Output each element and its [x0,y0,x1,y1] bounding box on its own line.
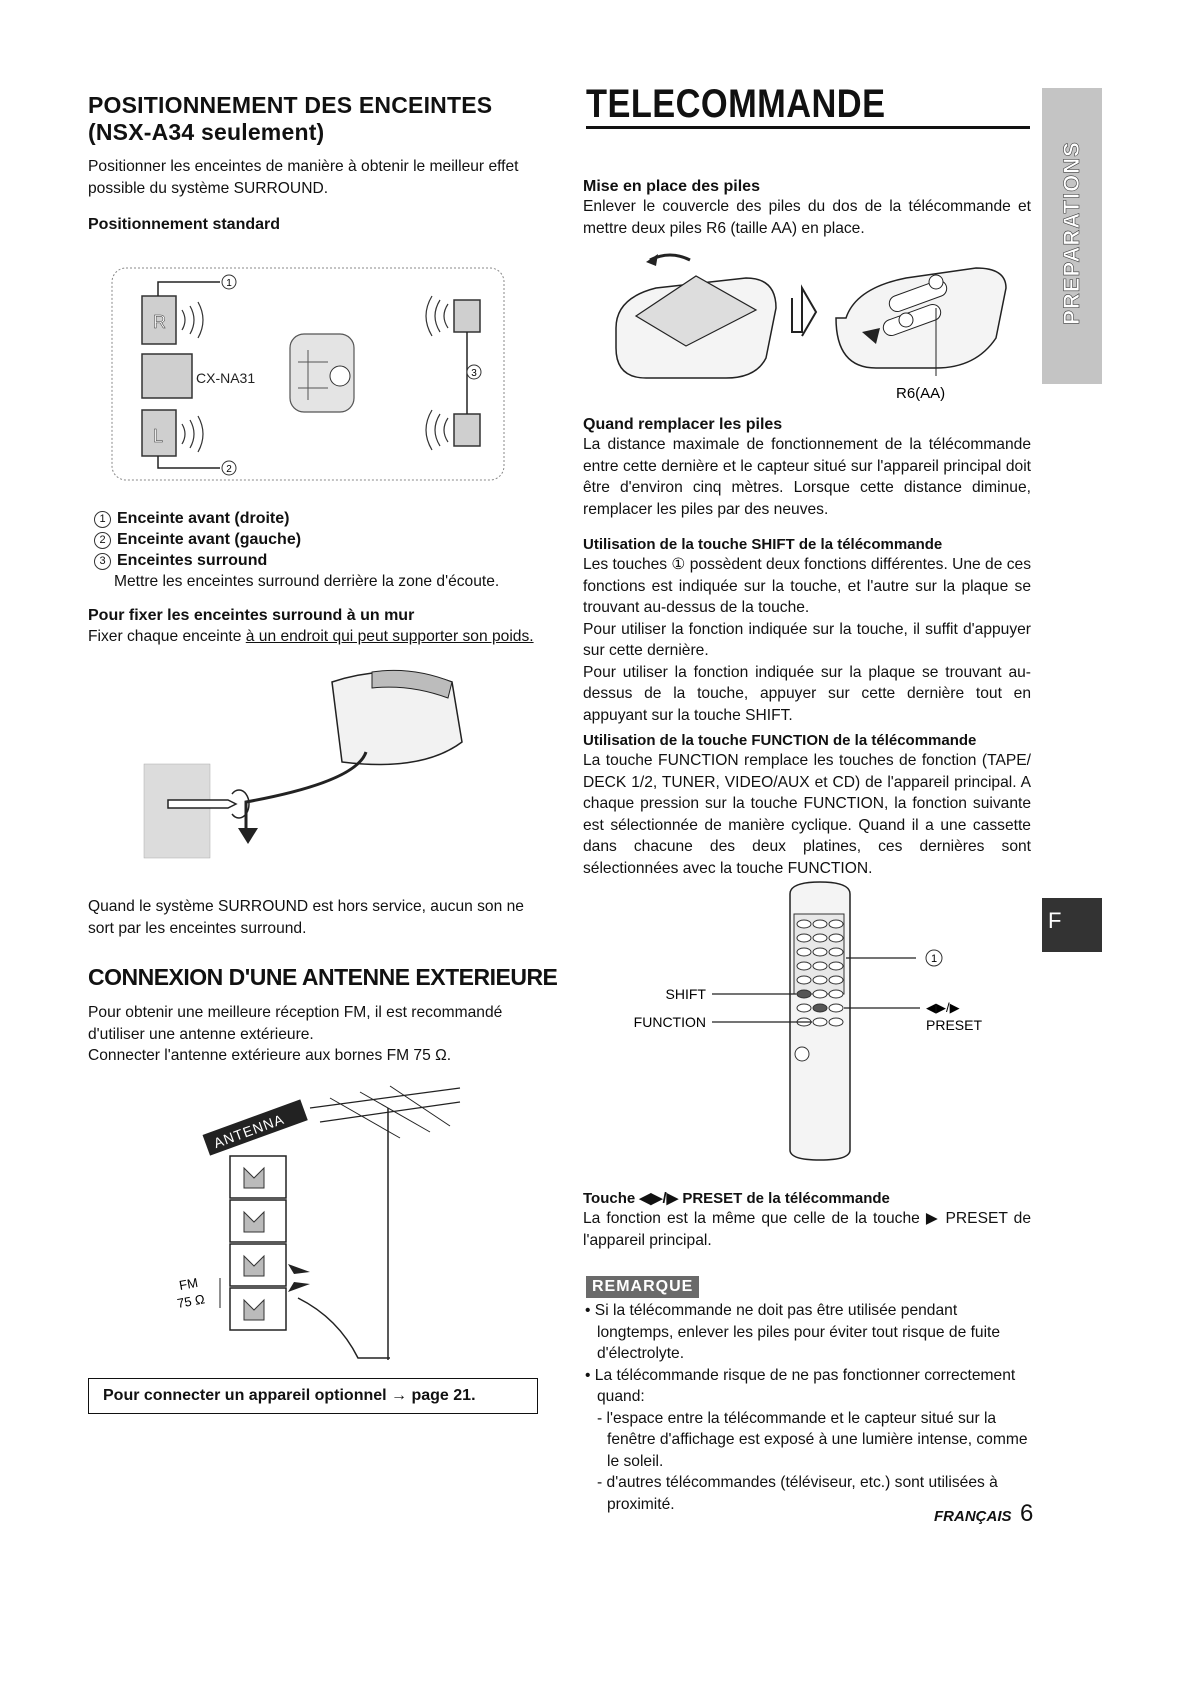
speaker-intro: Positionner les enceintes de manière à obtenir le meilleur effet possible du système SURROUND. [88,158,519,197]
standard-title: Positionnement standard [88,216,281,233]
antenna-heading: CONNEXION D'UNE ANTENNE EXTERIEURE [88,964,558,990]
antenna-label [203,1099,308,1155]
speaker-l-label: L [153,426,164,446]
wall-title: Pour fixer les enceintes surround à un mur [88,607,415,624]
section-tab [1042,88,1102,384]
center-speaker [142,354,255,398]
shift-p1: Les touches ① possèdent deux fonctions différentes. Une de ces fonctions est indiquée sur la touche, et l'autre sur la plaque se trouvant au-dessus de la touche. [583,556,1032,616]
piles-text: Enlever le couvercle des piles du dos de la télécommande et mettre deux piles R6 (taille AA) en place. [583,198,1031,237]
remarque-subitem: - d'autres télécommandes (téléviseur, etc.) sont utilisées à proximité. [597,1474,998,1513]
remote-body [790,882,850,1160]
battery-illustration [606,248,1030,404]
page-number: 6 [1019,1500,1034,1527]
marker-1: 1 [226,278,232,289]
antenna-p2: Connecter l'antenne extérieure aux bornes FM 75 Ω. [88,1047,452,1064]
speaker-heading [88,92,492,146]
surround-note: Quand le système SURROUND est hors service, aucun son ne sort par les enceintes surround. [88,898,524,937]
legend-item: 3 Enceintes surround [94,550,554,571]
remote-header [586,82,1030,126]
shift-title: Utilisation de la touche SHIFT de la télécommande [583,536,943,553]
remote-diagram [620,880,1020,1170]
replace-text: La distance maximale de fonctionnement de la télécommande entre cette dernière et le capteur situé sur l'appareil principal doit être d'environ cinq mètres. Lorsque cette distance diminue, remplacer les piles par des neuves. [583,436,1031,518]
remarque-subitem: - l'espace entre la télécommande et le capteur situé sur la fenêtre d'affichage est exposé à une lumière intense, comme le soleil. [597,1409,1028,1470]
speaker-placement-diagram [108,262,508,484]
legend-item: 2 Enceinte avant (gauche) [94,529,554,550]
piles-title: Mise en place des piles [583,178,760,195]
shift-p3: Pour utiliser la fonction indiquée sur la plaque se trouvant au-dessus de la touche, appuyer sur cette dernière tout en appuyant sur la touche SHIFT. [583,663,1031,724]
language-tab-letter: F [1048,908,1062,933]
language-tab [1042,898,1102,952]
speaker-r-label: R [153,312,166,332]
marker-3: 3 [471,368,477,379]
wall-mount-illustration [140,668,490,868]
shift-text [583,554,1031,726]
legend-note: Mettre les enceintes surround derrière la zone d'écoute. [114,573,500,590]
function-title: Utilisation de la touche FUNCTION de la télécommande [583,732,977,749]
remarque-item: • Si la télécommande ne doit pas être utilisée pendant longtemps, enlever les piles pour éviter tout risque de fuite d'électrolyte. [585,1302,1001,1362]
page-footer [934,1500,1033,1528]
front-right-speaker [142,296,203,344]
antenna-text [88,1002,538,1067]
remote-with-batteries [836,268,1006,376]
remote-label-arrows: ◀▶/▶ [926,1000,960,1015]
remote-label-preset: PRESET [926,1017,983,1033]
ohm-label: 75 Ω [175,1291,206,1311]
reference-box: Pour connecter un appareil optionnel → page 21. [88,1378,538,1414]
antenna-diagram [160,1078,480,1378]
battery-label: R6(AA) [896,385,946,402]
step-arrow [792,288,816,336]
front-left-speaker [142,410,203,456]
component-stack [230,1156,286,1330]
remarque-badge: REMARQUE [586,1276,699,1298]
preset-text: La fonction est la même que celle de la touche ▶ PRESET de l'appareil principal. [583,1210,1031,1249]
wall-text: Fixer chaque enceinte à un endroit qui peut supporter son poids. [88,628,534,645]
remote-back-cover [616,254,776,378]
remote-heading: TELECOMMANDE [586,82,886,126]
remarque-list [583,1300,1033,1515]
preset-title: Touche ◀▶/▶ PRESET de la télécommande [583,1190,890,1207]
legend-item: 1 Enceinte avant (droite) [94,508,554,529]
speaker-heading-line1: POSITIONNEMENT DES ENCEINTES [88,92,493,118]
section-tab-label: PREPARATIONS [1059,141,1084,325]
listener-figure [290,334,354,412]
remote-label-1: 1 [930,953,938,965]
fm-label: FM [177,1274,200,1293]
speaker-heading-line2: (NSX-A34 seulement) [88,119,325,145]
footer-language: FRANÇAIS [934,1508,1012,1525]
svg-text:ANTENNA: ANTENNA [211,1110,287,1152]
center-speaker-label: CX-NA31 [196,370,256,386]
marker-2: 2 [226,464,232,475]
speaker-legend [94,508,554,593]
shift-p2: Pour utiliser la fonction indiquée sur la touche, il suffit d'appuyer sur cette dernière. [583,620,1031,659]
heading-rule [586,126,1030,129]
remarque-item: • La télécommande risque de ne pas fonctionner correctement quand: [585,1366,1016,1405]
antenna-mast [310,1086,460,1360]
function-text: La touche FUNCTION remplace les touches de fonction (TAPE/ DECK 1/2, TUNER, VIDEO/AUX et CD) de l'appareil principal. A chaque pression sur la touche FUNCTION, la fonction suivante est sélectionnée de manière cyclique. Quand il a une cassette dans chacune des deux platines, ces dernières sont sélectionnées avec la touche FUNCTION. [583,752,1031,877]
remote-label-shift: SHIFT [665,986,706,1002]
antenna-p1: Pour obtenir une meilleure réception FM, il est recommandé d'utiliser une antenne extérieure. [88,1004,503,1043]
remote-label-function: FUNCTION [633,1014,706,1030]
replace-title: Quand remplacer les piles [583,416,783,433]
